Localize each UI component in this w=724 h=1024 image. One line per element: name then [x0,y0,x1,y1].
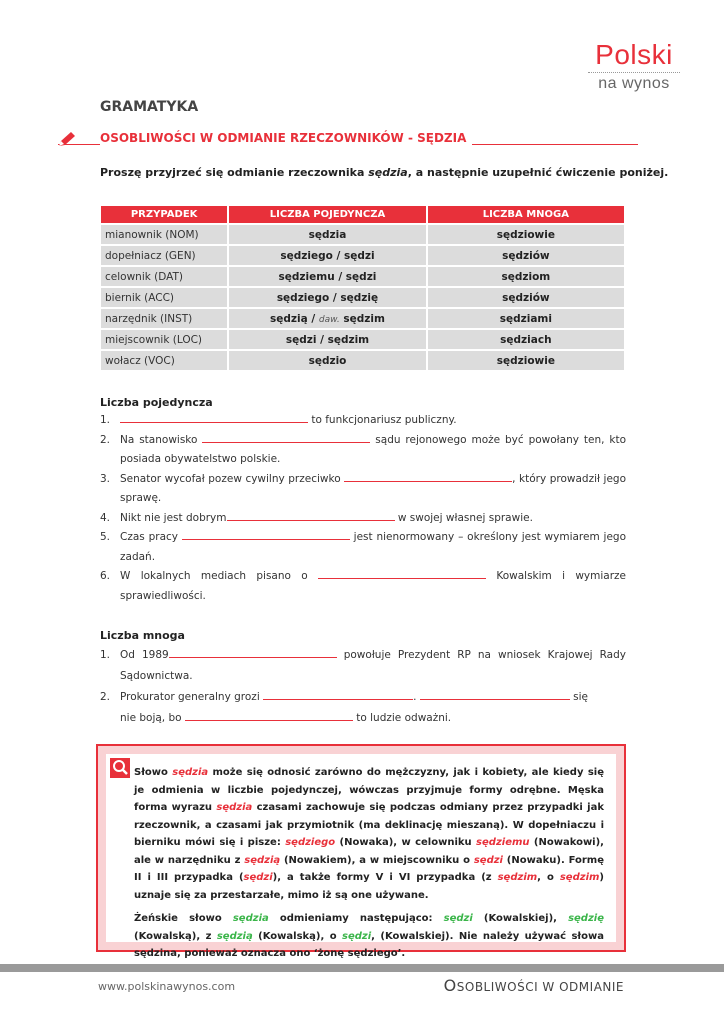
instruction-word: sędzia [368,166,408,179]
item-number: 3. [100,472,111,485]
instruction-post: , a następnie uzupełnić ćwiczenie poniżej. [407,166,669,179]
table-row [101,246,624,265]
highlight-word: sędzi [443,913,473,924]
item-number: 1. [100,649,111,661]
item-text: powołuje Prezydent RP na wniosek Krajowej Rady Sądownictwa. [120,649,626,682]
item-text: , który prowadził jego sprawę. [120,472,626,504]
item-text: w swojej własnej sprawie. [394,511,533,524]
answer-blank[interactable] [318,567,486,579]
item-text: Na stanowisko [120,433,203,446]
list-item [100,431,626,470]
answer-blank[interactable] [420,688,570,700]
item-text: to ludzie odważni. [352,712,452,724]
footer-title: OSOBLIWOŚCI W ODMIANIE [443,976,624,995]
logo-sub-text: na wynos [598,75,670,92]
item-text: . [413,691,420,703]
answer-blank[interactable] [169,646,337,658]
singular-cell: sędziego / sędzię [229,288,425,307]
highlight-word: sędzia [216,802,253,813]
item-text: się [569,691,588,703]
answer-blank[interactable] [344,470,512,482]
case-cell: wołacz (VOC) [101,351,227,370]
item-number: 2. [100,433,111,446]
note-content [106,754,616,959]
archaic-marker: daw. [318,314,340,325]
note-paragraph-1: Słowo sędzia może się odnosić zarówno do mężczyzny, jak i kobiety, ale kiedy się je odmienia w liczbie pojedynczej, wówczas przyjmuje formy odrębne. Męska forma wyrazu sędzia czasami zachowuje się podczas odmiany przez przypadki jak rzeczownik, a czasami jak przymiotnik (ma deklinację mieszaną). W dopełniaczu i bierniku mówi się i pisze: sędziego (Nowaka), w celowniku sędziemu (Nowakowi), ale w narzędniku z sędzią (Nowakiem), a w miejscowniku o sędzi (Nowaku). Formę II i III przypadka (sędzi), a także formy V i VI przypadka (z sędzim, o sędzim) uznaje się za przestarzałe, mimo iż są one używane. [134,767,605,901]
logo-main-text: Polski [595,39,673,70]
table-row [101,330,624,349]
plural-cell: sędziami [428,309,624,328]
case-cell: dopełniacz (GEN) [101,246,227,265]
list-item [100,509,626,529]
item-text: Od 1989 [120,649,169,661]
highlight-word: sędziemu [476,837,530,848]
table-row [101,288,624,307]
page-title: OSOBLIWOŚCI W ODMIANIE RZECZOWNIKÓW - SĘDZIA [100,131,472,145]
plural-cell: sędziów [428,246,624,265]
list-item [100,687,626,729]
footer-url[interactable]: www.polskinawynos.com [98,980,236,993]
highlight-word: sędzi [243,872,273,883]
case-cell: biernik (ACC) [101,288,227,307]
table-row [101,267,624,286]
answer-blank[interactable] [185,709,353,721]
list-item [100,528,626,567]
highlight-word: sędzia [172,767,209,778]
singular-cell: sędziemu / sędzi [229,267,425,286]
case-cell: narzędnik (INST) [101,309,227,328]
answer-blank[interactable] [227,509,395,521]
item-number: 5. [100,531,111,543]
plural-cell: sędziowie [428,225,624,244]
instruction-pre: Proszę przyjrzeć się odmianie rzeczownika [100,166,369,179]
answer-blank[interactable] [182,528,350,540]
footer [0,972,724,1024]
answer-blank[interactable] [120,411,308,423]
item-number: 1. [100,414,111,426]
singular-cell [229,309,425,328]
note-paragraph-2: Żeńskie słowo sędzia odmieniamy następująco: sędzi (Kowalskiej), sędzię (Kowalską), z sędzią (Kowalską), o sędzi, (Kowalskiej). Nie należy używać słowa sędzina, ponieważ oznacza ono ‘żonę sędziego’. [134,913,604,959]
case-cell: celownik (DAT) [101,267,227,286]
plural-cell: sędziom [428,267,624,286]
list-item [100,411,626,431]
section-label: GRAMATYKA [100,99,199,115]
highlight-word: sędzi [473,854,503,866]
header-plural: LICZBA MNOGA [428,206,624,223]
singular-form-a: sędzią / [270,312,319,325]
item-text: Prokurator generalny grozi [120,691,264,703]
footer-bar [0,964,724,972]
case-cell: miejscownik (LOC) [101,330,227,349]
table-row [101,309,624,328]
item-text: Nikt nie jest dobrym [120,511,227,524]
item-text: to funkcjonariusz publiczny. [308,414,457,426]
item-text: Kowalskim i wymiarze sprawiedliwości. [120,570,626,602]
list-item [100,645,626,687]
table-row [101,225,624,244]
highlight-word: sędzią [244,854,281,866]
item-text: Czas pracy [120,531,182,543]
plural-exercise-list [100,645,626,729]
header-case: PRZYPADEK [101,206,227,223]
pencil-icon [58,131,76,147]
note-box [96,744,626,959]
singular-form-b: sędzim [339,312,385,325]
plural-cell: sędziowie [428,351,624,370]
plural-heading: Liczba mnoga [100,629,185,642]
table-row [101,351,624,370]
magnifier-icon [110,758,130,778]
highlight-word: sędzim [497,872,538,883]
singular-cell: sędzio [229,351,425,370]
highlight-word: sędzia [232,913,269,924]
highlight-word: sędzi [342,930,372,942]
item-text: Senator wycofał pozew cywilny przeciwko [120,472,345,485]
item-number: 2. [100,691,111,703]
highlight-word: sędziego [285,837,336,848]
title-bar [58,131,638,151]
instruction [100,166,668,179]
singular-cell: sędzia [229,225,425,244]
header-singular: LICZBA POJEDYNCZA [229,206,425,223]
list-item [100,567,626,606]
declension-table [99,204,626,372]
item-number: 4. [100,511,111,524]
highlight-word: sędzim [559,872,600,883]
singular-cell: sędziego / sędzi [229,246,425,265]
brand-logo [588,40,680,93]
item-number: 6. [100,570,111,582]
singular-heading: Liczba pojedyncza [100,396,213,409]
logo-divider [588,72,680,73]
item-text: jest nienormowany – określony jest wymiarem jego zadań. [120,531,626,563]
list-item [100,470,626,509]
answer-blank[interactable] [263,688,413,700]
plural-cell: sędziach [428,330,624,349]
answer-blank[interactable] [202,431,370,443]
plural-cell: sędziów [428,288,624,307]
highlight-word: sędzię [568,913,604,924]
highlight-word: sędzią [216,930,253,942]
singular-cell: sędzi / sędzim [229,330,425,349]
item-text: nie boją, bo [120,712,185,724]
singular-exercise-list [100,411,626,606]
item-text: W lokalnych mediach pisano o [120,570,319,582]
case-cell: mianownik (NOM) [101,225,227,244]
table-header-row [101,206,624,223]
item-text: sądu rejonowego może być powołany ten, kto posiada obywatelstwo polskie. [120,433,627,465]
